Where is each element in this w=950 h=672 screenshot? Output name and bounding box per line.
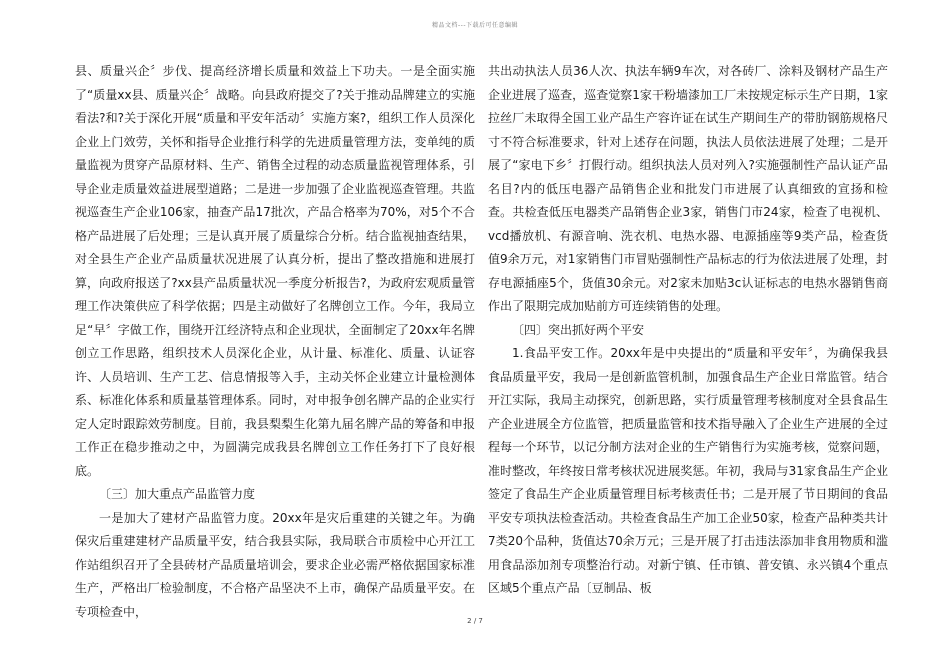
paragraph-food-safety: 1.食品平安工作。20xx年是中央提出的“质量和平安年〞，为确保我县食品质量平安，我局一是创新监管机制，加强食品生产企业日常监管。结合开江实际，我局主动探究，创新思路，实行质量管理考核制度对全县食品生产企业进展全方位监管，把质量监管和技术指导融入了企业生产进展的全过程每一个环节，以记分制方法对企业的生产销售行为实施考核，觉察问题，准时整改，年终按日常考核状况进展奖惩。年初，我局与31家食品生产企业签定了食品生产企业质量管理目标考核责任书；二是开展了节日期间的食品平安专项执法检查活动。共检查食品生产加工企业50家，检查产品种类共计7类20个品种，货值达70余万元；三是开展了打击违法添加非食用物质和滥用食品添加剂专项整治行动。对新宁镇、任市镇、普安镇、永兴镇4个重点区域5个重点产品〔豆制品、板 [488,346,888,595]
left-column [75,60,475,624]
right-column [488,60,888,601]
section-heading-3: 〔三〕加大重点产品监管力度 [99,487,256,501]
page-number: 2 / 7 [467,617,483,625]
header-note: 精品文档---下载后可任意编辑 [432,22,518,29]
paragraph-quality-work: 县、质量兴企〞步伐、提高经济增长质量和效益上下功夫。一是全面实施了“质量xx县、质量兴企〞战略。向县政府提交了?关于推动品牌建立的实施看法?和?关于深化开展“质量和平安年活动〞实施方案?，组织工作人员深化企业上门效劳，关怀和指导企业推行科学的先进质量管理方法，变单纯的质量监视为贯穿产品原材料、生产、销售全过程的动态质量监视管理体系，引导企业走质量效益进展型道路；二是进一步加强了企业监视巡查管理。共监视巡查生产企业106家，抽查产品17批次，产品合格率为70%，对5个不合格产品进展了后处理；三是认真开展了质量综合分析。结合监视抽查结果，对全县生产企业产品质量状况进展了认真分析，提出了整改措施和进展打算，向政府报送了?xx县产品质量状况一季度分析报告?，为政府宏观质量管理工作决策供应了科学依据；四是主动做好了名牌创立工作。今年，我局立足“早〞字做工作，围绕开江经济特点和企业现状，全面制定了20xx年名牌创立工作思路，组织技术人员深化企业，从计量、标准化、质量、认证容许、人员培训、生产工艺、信息情报等入手，主动关怀企业建立计量检测体系、标准化体系和质量基管理体系。同时，对申报争创名牌产品的企业实行定人定时跟踪效劳制度。目前，我县梨梨生化第九届名牌产品的筹备和申报工作正在稳步推动之中，为圆满完成我县名牌创立工作任务打下了良好根底。 [75,64,475,478]
paragraph-building-materials: 一是加大了建材产品监管力度。20xx年是灾后重建的关键之年。为确保灾后重建建材产品质量平安，结合我县实际，我局联合市质检中心开江工作站组织召开了全县砖材产品质量培训会，要求企业必需严格依据国家标准生产，严格出厂检验制度，不合格产品坚决不上市，确保产品质量平安。在专项检查中， [75,510,475,619]
paragraph-inspection-results: 共出动执法人员36人次、执法车辆9车次，对各砖厂、涂料及钢材产品生产企业进展了巡查，巡查觉察1家干粉墙漆加工厂未按规定标示生产日期，1家拉丝厂未取得全国工业产品生产容许证在试生产期间生产的带肋钢筋规格尺寸不符合标准要求，针对上述存在问题，执法人员依法进展了处理；二是开展了“家电下乡〞打假行动。组织执法人员对列入?实施强制性产品认证产品名目?内的低压电器产品销售企业和批发门市进展了认真细致的宣扬和检查。共检查低压电器类产品销售企业3家，销售门市24家，检查了电视机、vcd播放机、有源音响、洗衣机、电热水器、电源插座等9类产品，检查货值9余万元，对1家销售门市冒贴强制性产品标志的行为依法进展了处理，封存电源插座5个，货值30余元。对2家未加贴3c认证标志的电热水器销售商作出了限期完成加贴前方可连续销售的处理。 [488,64,888,313]
section-heading-4: 〔四〕突出抓好两个平安 [512,322,645,337]
